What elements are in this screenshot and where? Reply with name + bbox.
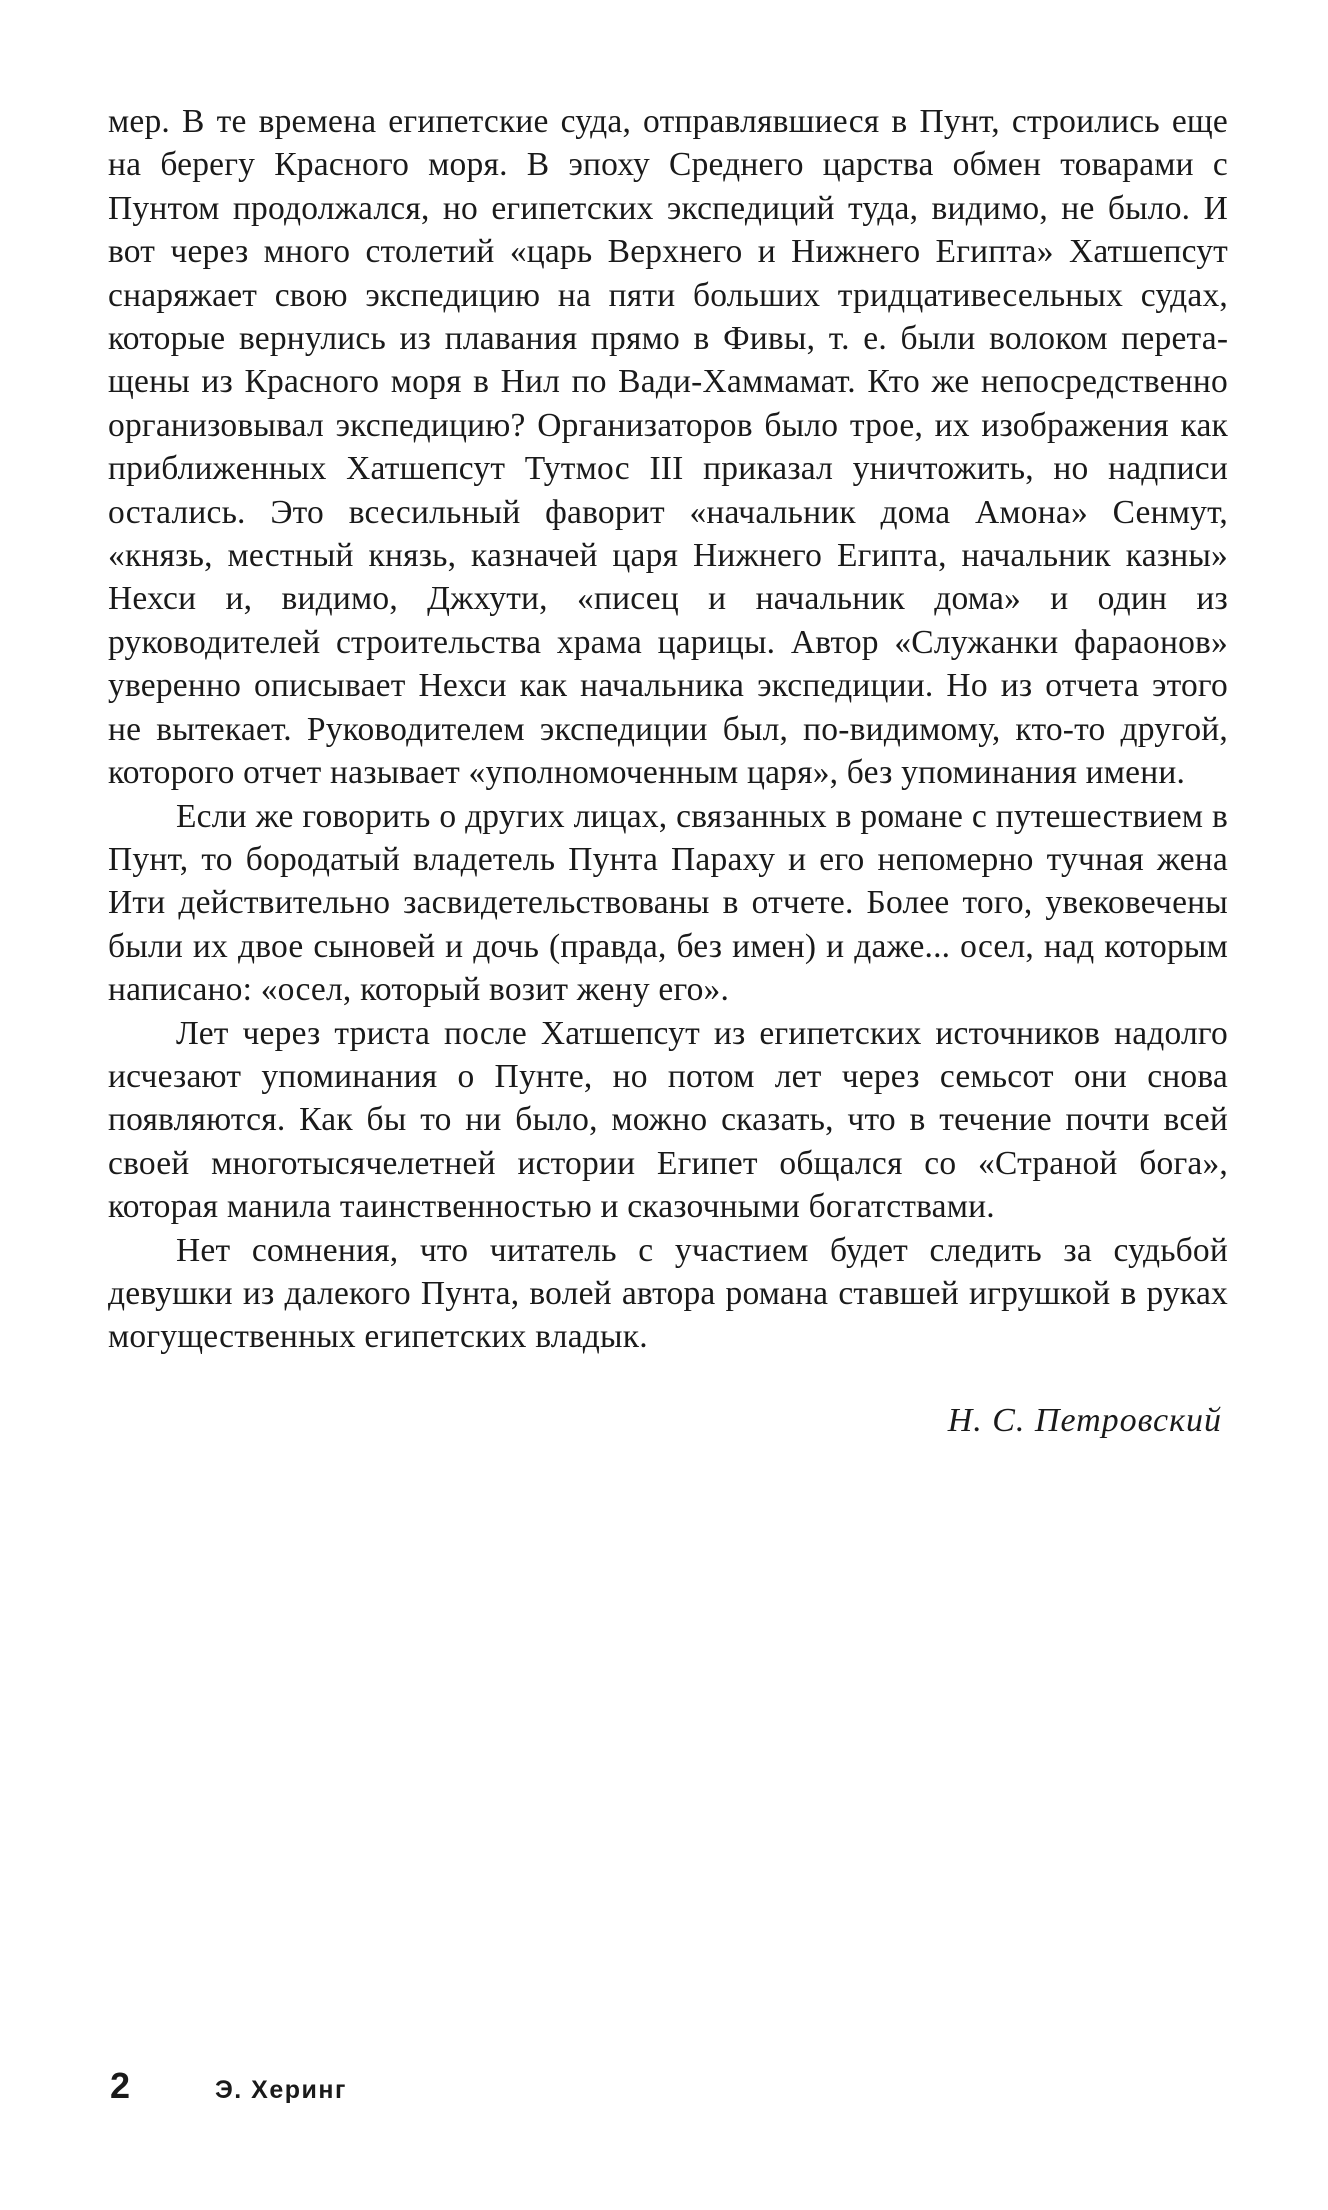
author-signature: Н. С. Петровский — [947, 1401, 1222, 1439]
paragraph-reader-note: Нет сомнения, что читатель с участием будет следить за судьбой девушки из далекого Пунта, волей автора романа ставшей игрушкой в руках могущественных египетских владык. — [108, 1231, 1228, 1356]
running-author: Э. Херинг — [215, 2076, 347, 2104]
paragraph-punt-characters: Если же говорить о других лицах, связанных в романе с путешествием в Пунт, то бородатый владетель Пунта Параху и его непомерно тучная жена Ити действительно засвидетельствованы в отчете. Более того, увековечены были их двое сыновей и дочь (правда, без имен) и даже... осел, над которым написано: «осел, который возит жену его». — [108, 797, 1228, 1009]
page-footer — [110, 2065, 910, 2115]
paragraph-later-mentions: Лет через триста после Хатшепсут из египетских источников надолго исчезают упоминания о Пунте, но потом лет через семьсот они снова появляются. Как бы то ни было, можно сказать, что в течение почти всей своей многотысячелетней истории Египет общался со «Страной бога», которая манила таинственностью и сказочными богатствами. — [108, 1014, 1228, 1226]
document-body — [108, 100, 1228, 1443]
page-number: 2 — [110, 2065, 131, 2106]
paragraph-continuation: мер. В те времена египетские суда, отправлявшиеся в Пунт, строились еще на берегу Красного моря. В эпоху Среднего царства обмен товарами с Пунтом продолжался, но египетских экспедиций туда, видимо, не было. И вот через много столетий «царь Верхнего и Нижнего Египта» Хатшепсут снаряжает свою экспедицию на пяти больших тридцативесельных судах, которые вернулись из плавания прямо в Фивы, т. е. были волоком перетащены из Красного моря в Нил по Вади-Хаммамат. Кто же непосредственно организовывал экспедицию? Организаторов было трое, их изображения как приближенных Хатшепсут Тутмос III приказал уничтожить, но надписи остались. Это всесильный фаворит «начальник дома Амона» Сенмут, «князь, местный князь, казначей царя Нижнего Египта, начальник казны» Нехси и, видимо, Джхути, «писец и начальник дома» и один из руководителей строительства храма царицы. Автор «Служанки фараонов» уверенно описывает Нехси как начальника экспедиции. Но из отчета этого не вытекает. Руководителем экспедиции был, по-видимому, кто-то другой, которого отчет называет «уполномоченным царя», без упоминания имени. — [108, 103, 1228, 792]
